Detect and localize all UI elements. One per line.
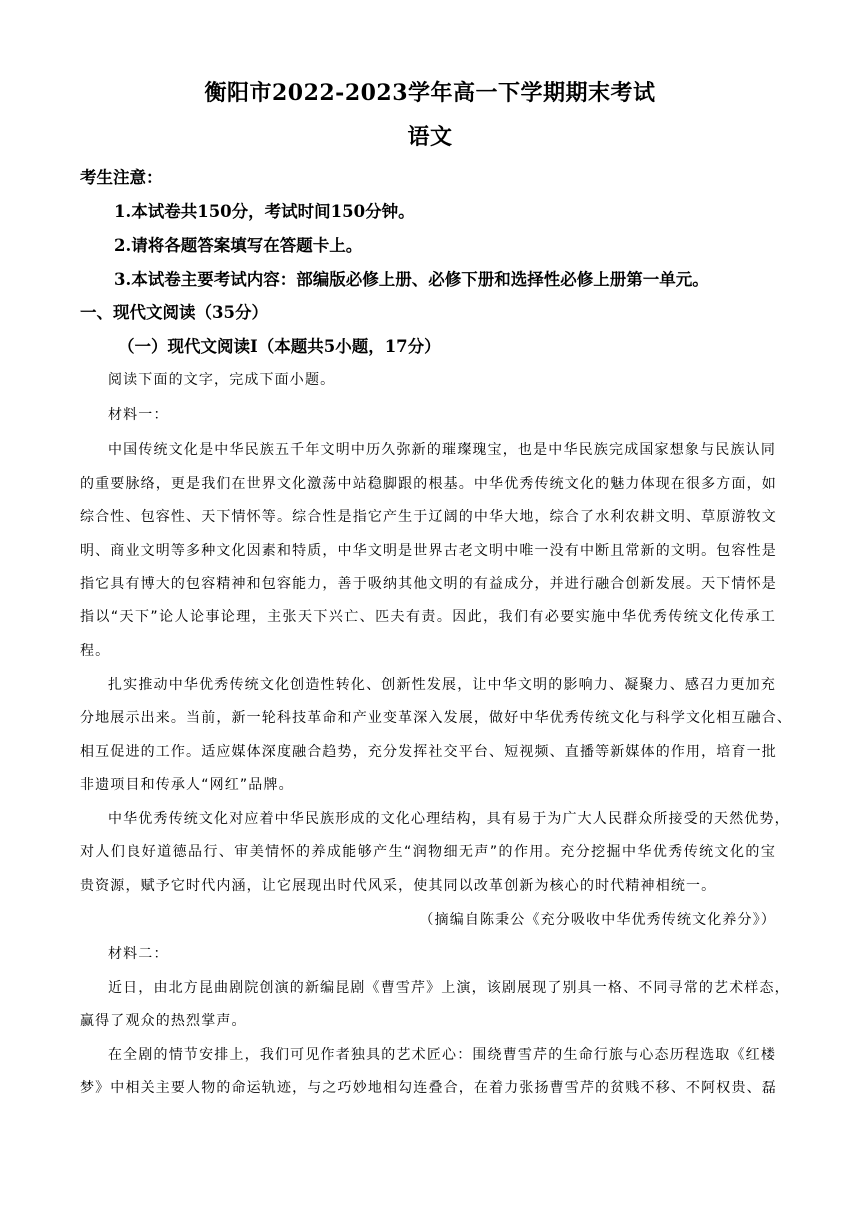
text-line: 中国传统文化是中华民族五千年文明中历久弥新的璀璨瑰宝，也是中华民族完成国家想象与民族认同 bbox=[108, 442, 776, 458]
reading-instruction: 阅读下面的文字，完成下面小题。 bbox=[108, 372, 336, 388]
subsection-heading: （一）现代文阅读Ⅰ（本题共5小题，17分） bbox=[118, 337, 441, 356]
text-line: 指它具有博大的包容精神和包容能力，善于吸纳其他文明的有益成分，并进行融合创新发展。天下情怀是 bbox=[80, 576, 777, 592]
notice-item-2: 2.请将各题答案填写在答题卡上。 bbox=[114, 236, 363, 255]
text-line: 对人们良好道德品行、审美情怀的养成能够产生“润物细无声”的作用。充分挖掘中华优秀传统文化的宝 bbox=[80, 844, 776, 860]
text-line: 近日，由北方昆曲剧院创演的新编昆剧《曹雪芹》上演，该剧展现了别具一格、不同寻常的艺术样态， bbox=[108, 980, 790, 996]
text-line: 赢得了观众的热烈掌声。 bbox=[80, 1013, 247, 1029]
text-line: 相互促进的工作。适应媒体深度融合趋势，充分发挥社交平台、短视频、直播等新媒体的作用，培育一批 bbox=[80, 744, 777, 760]
notice-item-3: 3.本试卷主要考试内容：部编版必修上册、必修下册和选择性必修上册第一单元。 bbox=[114, 270, 709, 289]
text-line: 梦》中相关主要人物的命运轨迹，与之巧妙地相勾连叠合，在着力张扬曹雪芹的贫贱不移、不阿权贵、磊 bbox=[80, 1080, 777, 1096]
subject-title: 语文 bbox=[407, 124, 453, 150]
material-1-label: 材料一： bbox=[108, 407, 169, 423]
exam-title: 衡阳市2022-2023学年高一下学期期末考试 bbox=[204, 80, 656, 106]
text-line: 综合性、包容性、天下情怀等。综合性是指它产生于辽阔的中华大地，综合了水利农耕文明、草原游牧文 bbox=[80, 509, 777, 525]
text-line: 非遗项目和传承人“网红”品牌。 bbox=[80, 777, 294, 793]
text-line: 的重要脉络，更是我们在世界文化激荡中站稳脚跟的根基。中华优秀传统文化的魅力体现在很多方面，如 bbox=[80, 476, 777, 492]
text-line: 指以“天下”论人论事论理，主张天下兴亡、匹夫有责。因此，我们有必要实施中华优秀传统文化传承工 bbox=[80, 609, 776, 625]
text-line: 贵资源，赋予它时代内涵，让它展现出时代风采，使其同以改革创新为核心的时代精神相统一。 bbox=[80, 878, 717, 894]
text-line: 分地展示出来。当前，新一轮科技革命和产业变革深入发展，做好中华优秀传统文化与科学文化相互融合、 bbox=[80, 710, 793, 726]
text-line: 中华优秀传统文化对应着中华民族形成的文化心理结构，具有易于为广大人民群众所接受的天然优势， bbox=[108, 811, 790, 827]
text-line: 扎实推动中华优秀传统文化创造性转化、创新性发展，让中华文明的影响力、凝聚力、感召力更加充 bbox=[108, 677, 776, 693]
text-line: 明、商业文明等多种文化因素和特质，中华文明是世界古老文明中唯一没有中断且常新的文明。包容性是 bbox=[80, 543, 777, 559]
text-line: 程。 bbox=[80, 643, 111, 659]
source-citation: （摘编自陈秉公《充分吸收中华优秀传统文化养分》） bbox=[419, 912, 776, 928]
material-2-label: 材料二： bbox=[108, 946, 169, 962]
text-line: 在全剧的情节安排上，我们可见作者独具的艺术匠心：围绕曹雪芹的生命行旅与心态历程选取《红楼 bbox=[108, 1047, 776, 1063]
notice-heading: 考生注意： bbox=[80, 168, 163, 187]
section-heading: 一、现代文阅读（35分） bbox=[80, 303, 268, 322]
notice-item-1: 1.本试卷共150分，考试时间150分钟。 bbox=[114, 202, 415, 221]
